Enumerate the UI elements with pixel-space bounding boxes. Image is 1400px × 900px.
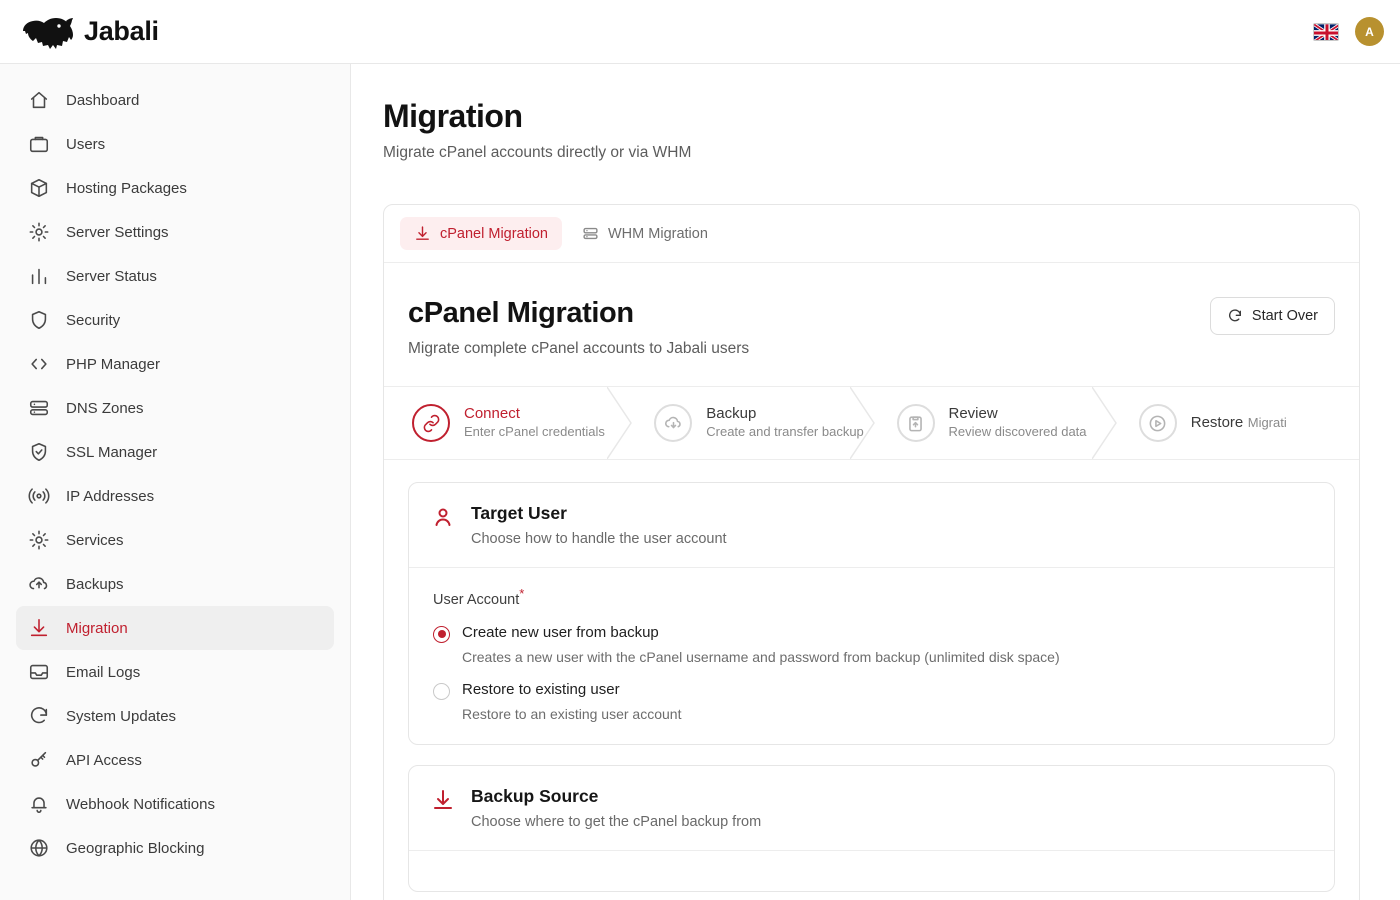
sidebar-item-label: Hosting Packages <box>66 179 187 197</box>
sidebar-item-label: Services <box>66 531 124 549</box>
sidebar-item-security[interactable] <box>16 298 334 342</box>
step-title: Backup <box>706 405 757 422</box>
sidebar <box>0 64 351 900</box>
radio-option-restore-existing-user[interactable] <box>433 681 1310 722</box>
panel-body <box>409 850 1334 891</box>
sidebar-item-label: DNS Zones <box>66 399 144 417</box>
sidebar-item-backups[interactable] <box>16 562 334 606</box>
server-icon <box>582 225 599 242</box>
key-icon <box>28 749 50 771</box>
radio-label: Create new user from backup <box>462 623 659 641</box>
sidebar-item-label: Geographic Blocking <box>66 839 205 857</box>
cloud-upload-icon <box>28 573 50 595</box>
section-header <box>408 297 1335 358</box>
sidebar-item-label: PHP Manager <box>66 355 160 373</box>
sidebar-item-label: Dashboard <box>66 91 140 109</box>
step-title: Restore <box>1190 414 1244 431</box>
sidebar-item-hosting-packages[interactable] <box>16 166 334 210</box>
step-review[interactable] <box>875 387 1117 459</box>
user-account-label-text: User Account <box>433 591 520 608</box>
sidebar-item-server-status[interactable] <box>16 254 334 298</box>
panel-title: Backup Source <box>471 785 599 806</box>
panel-subtitle: Choose how to handle the user account <box>471 531 727 547</box>
sidebar-item-label: Server Settings <box>66 223 169 241</box>
page-title: Migration <box>383 98 523 134</box>
sidebar-item-services[interactable] <box>16 518 334 562</box>
globe-icon <box>28 837 50 859</box>
download-icon <box>414 225 431 242</box>
tab-label: cPanel Migration <box>440 225 548 242</box>
home-icon <box>28 89 50 111</box>
broadcast-icon <box>28 485 50 507</box>
migration-card <box>383 204 1360 900</box>
chevron-separator-icon <box>1092 387 1118 459</box>
bar-chart-icon <box>28 265 50 287</box>
sidebar-item-label: API Access <box>66 751 142 769</box>
target-user-panel <box>408 482 1335 745</box>
page-subtitle: Migrate cPanel accounts directly or via WHM <box>383 144 692 161</box>
sidebar-item-label: Server Status <box>66 267 157 285</box>
step-description: Enter cPanel credentials <box>464 424 605 439</box>
radio-description: Restore to an existing user account <box>462 705 682 722</box>
shield-icon <box>28 309 50 331</box>
panel-header <box>409 766 1334 850</box>
brand-name: Jabali <box>84 16 159 46</box>
avatar[interactable]: A <box>1355 17 1384 46</box>
user-icon <box>431 505 455 529</box>
step-connect[interactable] <box>384 387 632 459</box>
sidebar-item-dashboard[interactable] <box>16 78 334 122</box>
sidebar-item-dns-zones[interactable] <box>16 386 334 430</box>
step-description: Review discovered data <box>948 424 1087 439</box>
sidebar-item-label: Webhook Notifications <box>66 795 215 813</box>
migration-tabs <box>384 205 1359 263</box>
step-panels <box>384 460 1359 892</box>
chevron-separator-icon <box>850 387 876 459</box>
sidebar-item-php-manager[interactable] <box>16 342 334 386</box>
gear-icon <box>28 221 50 243</box>
tab-label: WHM Migration <box>608 225 708 242</box>
sidebar-item-label: Security <box>66 311 121 329</box>
top-bar <box>0 0 1400 64</box>
panel-header <box>409 483 1334 567</box>
shield-check-icon <box>28 441 50 463</box>
backup-source-panel <box>408 765 1335 892</box>
sidebar-item-system-updates[interactable] <box>16 694 334 738</box>
refresh-icon <box>28 705 50 727</box>
sidebar-item-email-logs[interactable] <box>16 650 334 694</box>
code-icon <box>28 353 50 375</box>
box-icon <box>28 177 50 199</box>
tab-cpanel-migration[interactable] <box>400 217 562 250</box>
refresh-icon <box>1227 308 1243 324</box>
play-icon <box>1139 404 1177 442</box>
step-title: Connect <box>464 405 520 422</box>
sidebar-item-ssl-manager[interactable] <box>16 430 334 474</box>
section-subtitle: Migrate complete cPanel accounts to Jabali users <box>408 340 750 357</box>
sidebar-item-label: Users <box>66 135 106 153</box>
link-icon <box>412 404 450 442</box>
download-icon <box>431 788 455 812</box>
bell-icon <box>28 793 50 815</box>
start-over-button[interactable] <box>1210 297 1335 335</box>
step-restore[interactable] <box>1117 387 1359 459</box>
start-over-label: Start Over <box>1251 308 1318 324</box>
radio-label: Restore to existing user <box>462 680 620 698</box>
cpanel-migration-section <box>384 263 1359 358</box>
section-title: cPanel Migration <box>408 297 634 329</box>
step-description: Create and transfer backup <box>706 424 864 439</box>
chevron-separator-icon <box>607 387 633 459</box>
radio-restore-existing-user[interactable] <box>433 683 450 700</box>
boar-logo-icon <box>20 15 74 49</box>
cloud-download-icon <box>654 404 692 442</box>
required-mark: * <box>519 586 525 601</box>
clipboard-icon <box>897 404 935 442</box>
download-icon <box>28 617 50 639</box>
sidebar-item-server-settings[interactable] <box>16 210 334 254</box>
sidebar-item-label: Email Logs <box>66 663 141 681</box>
inbox-icon <box>28 661 50 683</box>
radio-create-new-user[interactable] <box>433 626 450 643</box>
main-content <box>351 64 1400 900</box>
sidebar-item-api-access[interactable] <box>16 738 334 782</box>
panel-body <box>409 567 1334 744</box>
uk-flag-icon[interactable] <box>1313 23 1339 41</box>
tab-whm-migration[interactable] <box>568 217 722 250</box>
radio-option-create-new-user[interactable] <box>433 624 1310 665</box>
server-icon <box>28 397 50 419</box>
sidebar-item-label: System Updates <box>66 707 177 725</box>
briefcase-icon <box>28 133 50 155</box>
migration-stepper <box>384 386 1359 460</box>
step-backup[interactable] <box>632 387 874 459</box>
radio-description: Creates a new user with the cPanel username and password from backup (unlimited disk space) <box>462 648 1060 665</box>
sidebar-item-ip-addresses[interactable] <box>16 474 334 518</box>
sidebar-item-users[interactable] <box>16 122 334 166</box>
sidebar-item-geographic-blocking[interactable] <box>16 826 334 870</box>
settings-icon <box>28 529 50 551</box>
brand[interactable] <box>20 15 159 49</box>
step-description: Migrati <box>1247 415 1287 430</box>
sidebar-item-migration[interactable] <box>16 606 334 650</box>
step-title: Review <box>948 405 998 422</box>
sidebar-item-webhook-notifications[interactable] <box>16 782 334 826</box>
sidebar-item-label: Backups <box>66 575 124 593</box>
panel-title: Target User <box>471 503 567 523</box>
sidebar-item-label: SSL Manager <box>66 443 158 461</box>
top-bar-right <box>1313 17 1384 46</box>
body <box>0 64 1400 900</box>
sidebar-item-label: IP Addresses <box>66 487 155 505</box>
sidebar-item-label: Migration <box>66 619 128 637</box>
user-account-label <box>433 586 1310 608</box>
panel-subtitle: Choose where to get the cPanel backup from <box>471 813 762 830</box>
